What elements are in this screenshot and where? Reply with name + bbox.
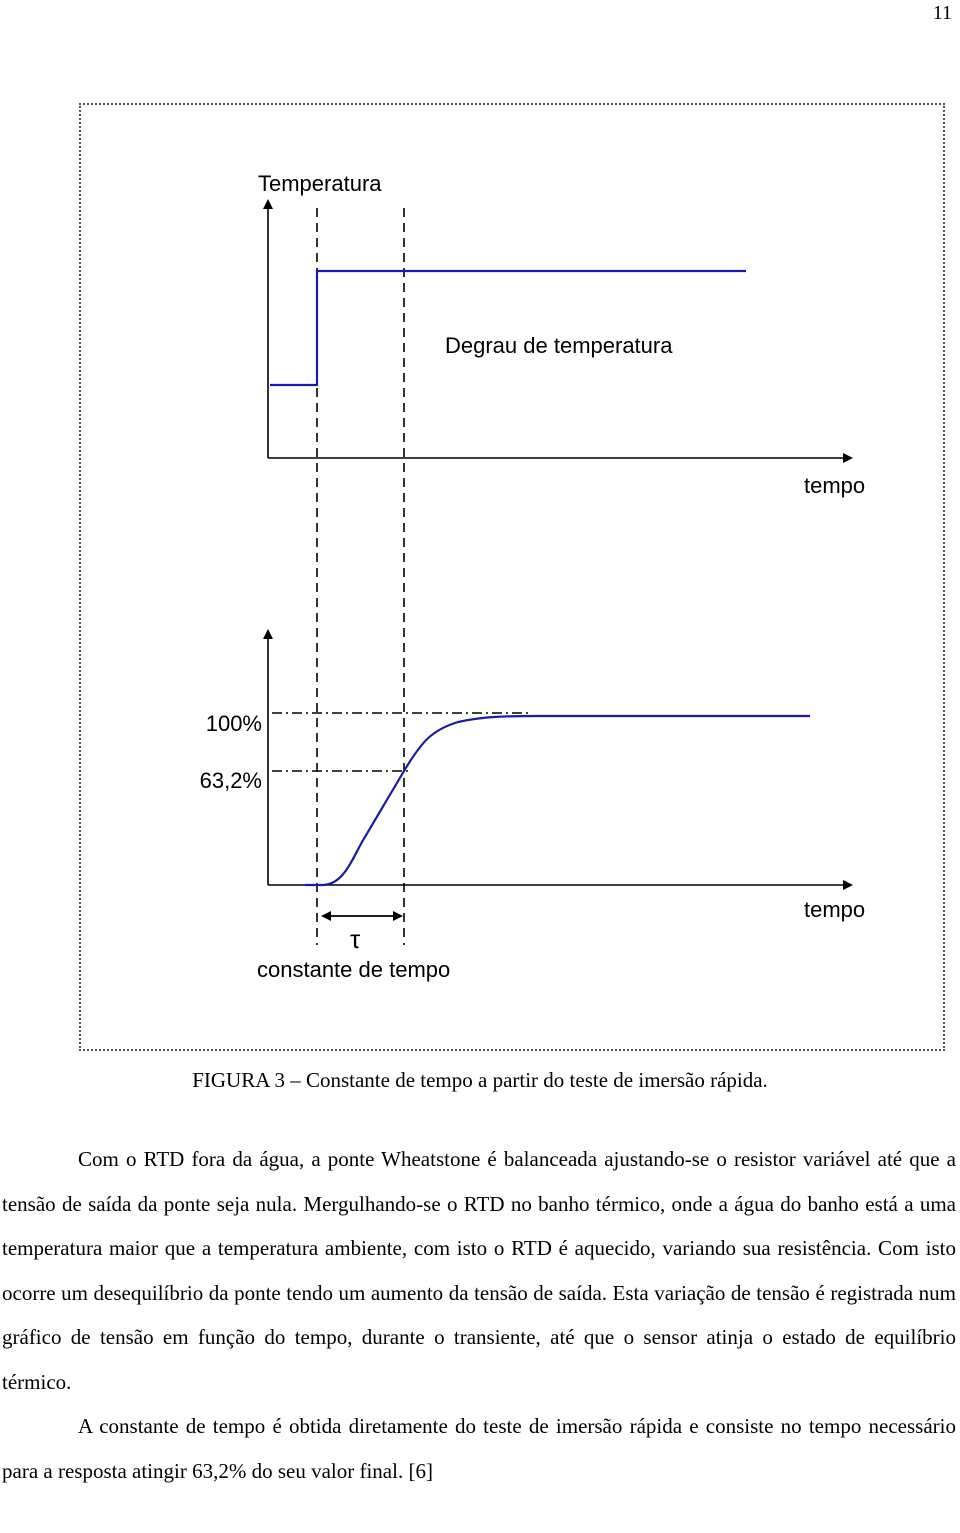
- paragraph: A constante de tempo é obtida diretamente do teste de imersão rápida e consiste no tempo necessário para a resposta atingir 63,2% do seu valor final. [6]: [2, 1414, 956, 1483]
- sensor-response-curve: [305, 716, 810, 885]
- figure-caption: FIGURA 3 – Constante de tempo a partir do teste de imersão rápida.: [192, 1068, 768, 1092]
- body-text: [2, 1137, 956, 1493]
- top-y-axis-label: Temperatura: [258, 171, 382, 196]
- step-curve-label: Degrau de temperatura: [445, 333, 673, 358]
- level-632-label: 63,2%: [199, 768, 262, 793]
- tau-symbol: τ: [350, 924, 361, 954]
- page-number: 11: [932, 2, 952, 24]
- top-x-axis-label: tempo: [804, 473, 866, 498]
- level-100-label: 100%: [205, 711, 262, 736]
- temperature-step-curve: [270, 271, 746, 385]
- tau-caption: constante de tempo: [257, 957, 451, 982]
- paragraph: Com o RTD fora da água, a ponte Wheatstone é balanceada ajustando-se o resistor variável até que a tensão de saída da ponte seja nula. Mergulhando-se o RTD no banho térmico, onde a água do banho está a uma temperatura maior que a temperatura ambiente, com isto o RTD é aquecido, variando sua resistência. Com isto ocorre um desequilíbrio da ponte tendo um aumento da tensão de saída. Esta variação de tensão é registrada num gráfico de tensão em função do tempo, durante o transiente, até que o sensor atinja o estado de equilíbrio térmico.: [2, 1147, 956, 1394]
- bottom-x-axis-label: tempo: [804, 897, 866, 922]
